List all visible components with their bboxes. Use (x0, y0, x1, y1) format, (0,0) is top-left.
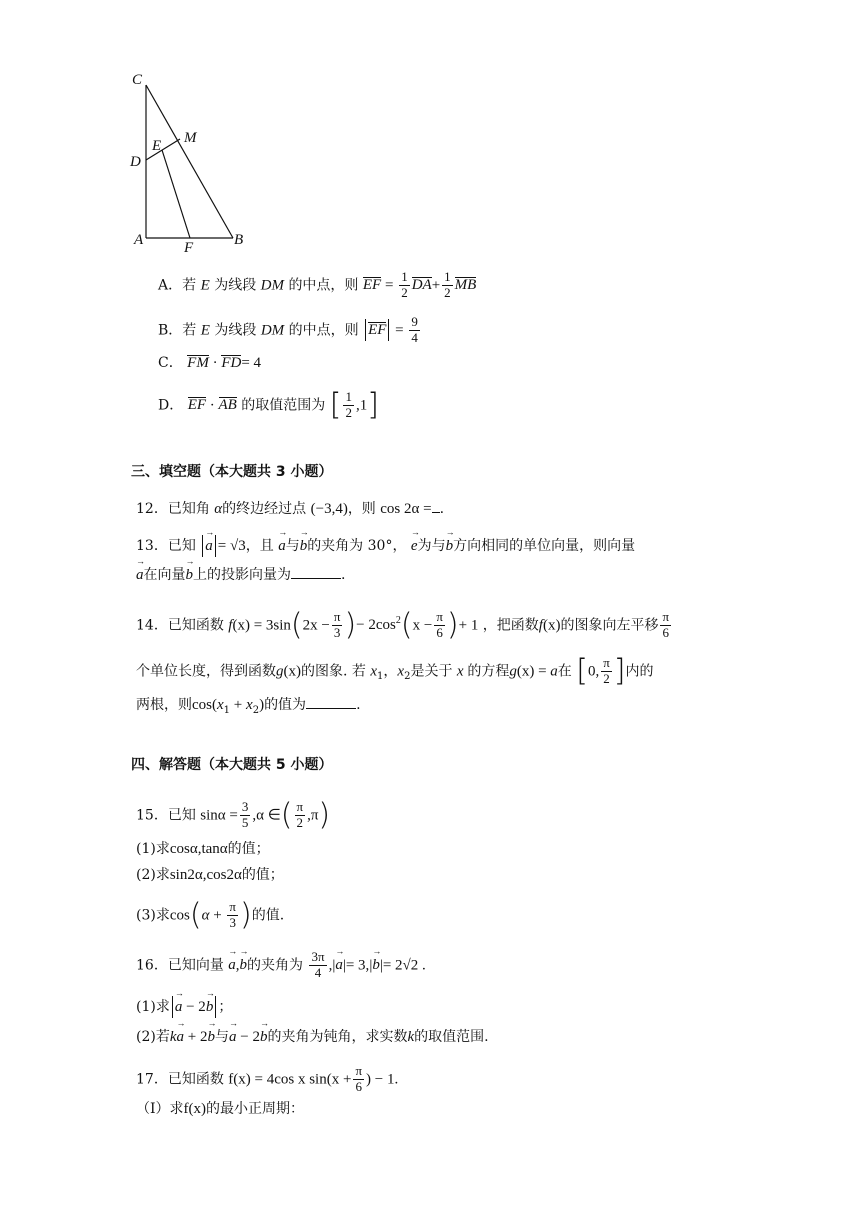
question-15-part-1: (1)求cosα,tanα的值； (136, 841, 270, 857)
label-D: D (130, 154, 141, 170)
segment-EF (162, 150, 190, 238)
triangle-figure (128, 68, 258, 256)
question-17: 17．已知函数 f(x) = 4cos x sin(x + $\frac{\pi}{6}$ ) − 1. (136, 1063, 399, 1094)
option-c[interactable]: C． FM · FD= 4 (158, 355, 262, 371)
option-a[interactable]: A．若 E 为线段 DM 的中点，则 EF = $\frac{1}{2}$ DA+ $\frac{1}{2}$ MB (158, 269, 477, 300)
section-4-heading: 四、解答题（本大题共 5 小题） (131, 757, 333, 773)
answer-blank[interactable] (432, 500, 440, 513)
question-14: 14．已知函数 f(x) = 3sin(2x − $\frac{\pi}{3}$ )− $2\cos^2(x$ − $\frac{\pi}{6}$ )+ 1 ，把函数f(x)的图象向左平移 $\frac{\pi}{6}$ (136, 607, 670, 643)
vec-EF: EF (362, 277, 382, 294)
question-17-part-1: （Ⅰ）求f(x)的最小正周期： (136, 1101, 305, 1117)
question-15-part-2: (2)求sin2α,cos2α的值； (136, 867, 284, 883)
vec-MB: MB (454, 277, 477, 294)
label-B: B (234, 232, 244, 248)
question-16-part-1: (1)求→ a − 2→ b ； (136, 996, 232, 1018)
question-16: 16．已知向量 → a,→ b的夹角为 $\frac{3\pi}{4}$ ,|→ a|= 3,|→ b|= 2√2 . (136, 950, 426, 981)
question-13-line-2: → a在向量→ b上的投影向量为 . (136, 566, 345, 583)
question-14-line-2: 个单位长度，得到函数g(x)的图象. 若 $x_1$，$x_2$是关于 x 的方程g(x) = a在 [0, $\frac{\pi}{2}$ ]内的 (136, 653, 654, 689)
option-b[interactable]: B．若 E 为线段 DM 的中点，则 EF = $\frac{9}{4}$ (158, 314, 418, 345)
option-d[interactable]: D． EF · AB 的取值范围为 [ $\frac{1}{2}$ ,1] (158, 387, 379, 423)
question-13: 13．已知 → a = √3，且 → a与→ b的夹角为 30°， → e为与→ b方向相同的单位向量，则向量 (136, 535, 635, 557)
segment-CB (146, 85, 233, 238)
label-C: C (132, 72, 143, 88)
question-14-line-3: 两根，则$\cos(x_1 + x_2)$的值为 . (136, 697, 361, 716)
label-A: A (134, 232, 144, 248)
label-M: M (184, 130, 197, 146)
label-F: F (184, 240, 194, 256)
question-15-part-3: (3)求cos(α + $\frac{\pi}{3}$ )的值. (136, 897, 285, 933)
question-15: 15．已知 sinα = $\frac{3}{5}$ ,α ∈( $\frac{\pi}{2}$ ,π) (136, 797, 331, 833)
question-12: 12．已知角 α的终边经过点 (−3,4)，则 cos 2α = . (136, 501, 445, 517)
answer-blank[interactable] (306, 696, 356, 709)
question-16-part-2: (2)若k→ a + 2→ b与→ a − 2→ b的夹角为钝角，求实数k的取值范围. (136, 1030, 489, 1045)
label-E: E (152, 138, 162, 154)
answer-blank[interactable] (291, 566, 341, 579)
vec-DA: DA (411, 277, 432, 294)
section-3-heading: 三、填空题（本大题共 3 小题） (131, 464, 333, 480)
